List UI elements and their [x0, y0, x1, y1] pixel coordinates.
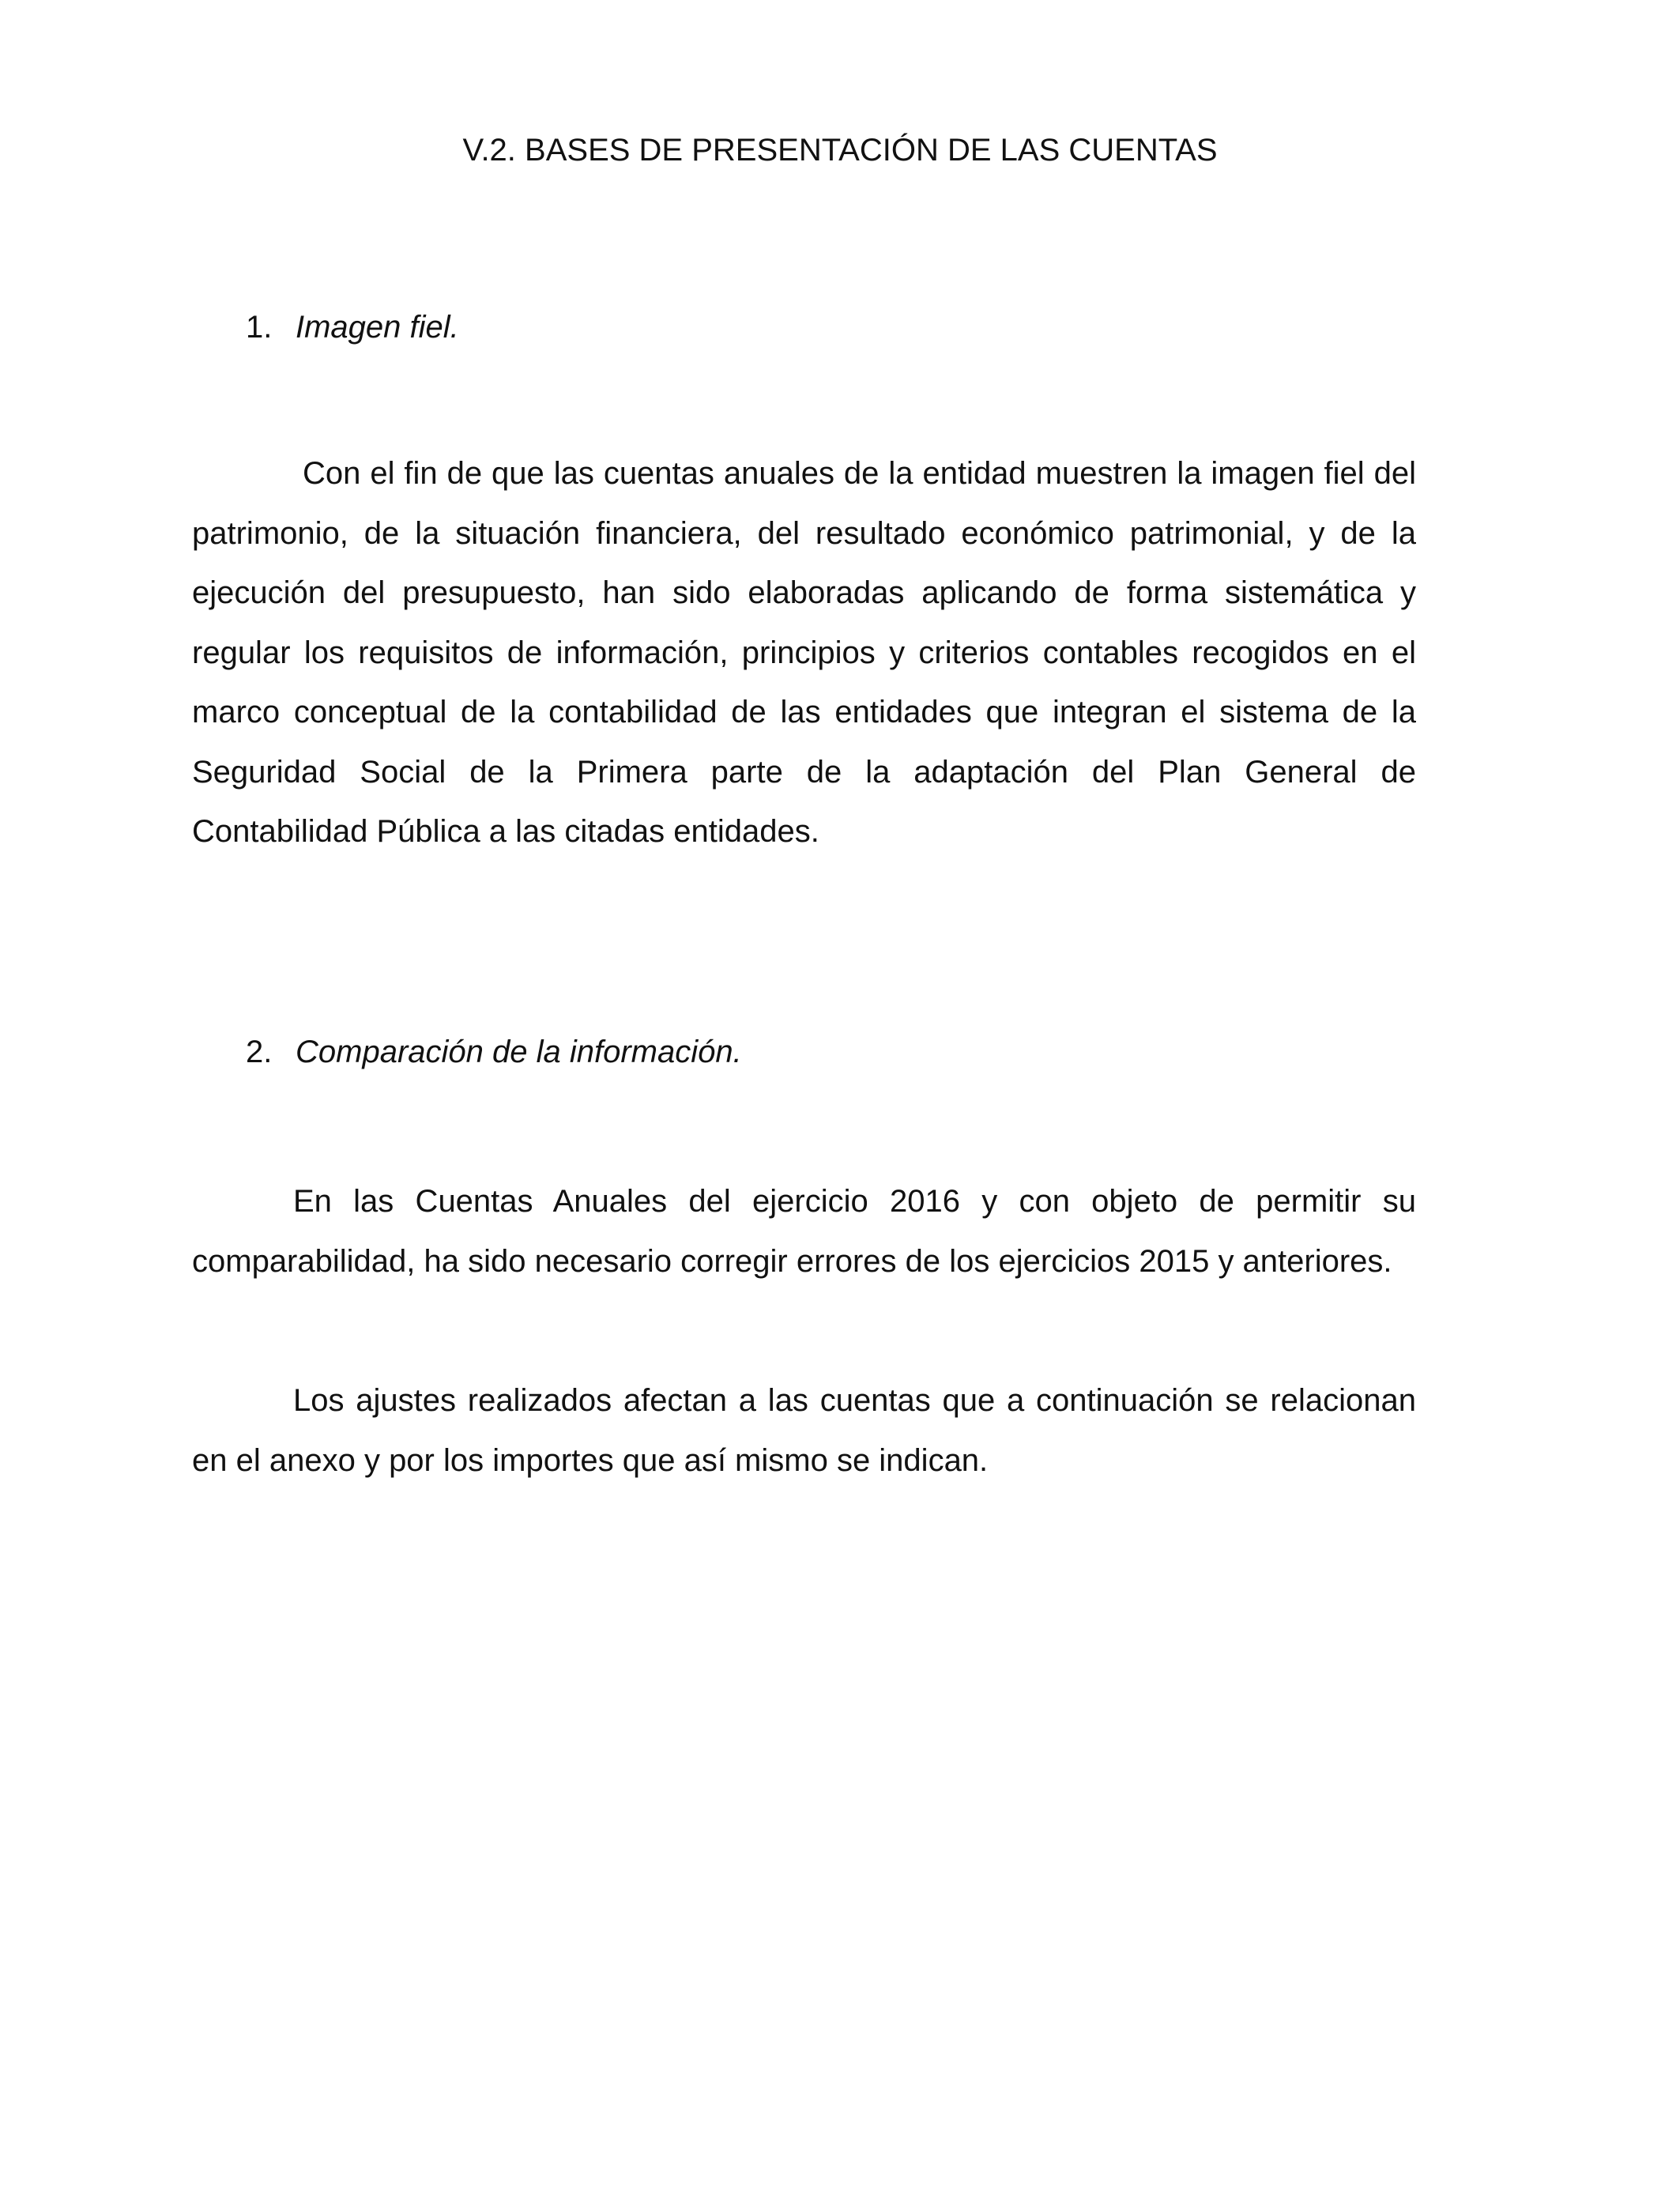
section-number: 1.: [246, 310, 273, 345]
section-number: 2.: [246, 1035, 273, 1069]
paragraph-imagen-fiel: Con el fin de que las cuentas anuales de la entidad muestren la imagen fiel del patrimonio, de la situación financiera, del resultado económico patrimonial, y de la ejecución del presupuesto, han sido elaboradas aplicando de forma sistemática y regular los requisitos de información, principios y criterios contables recogidos en el marco conceptual de la contabilidad de las entidades que integran el sistema de la Seguridad Social de la Primera parte de la adaptación del Plan General de Contabilidad Pública a las citadas entidades.: [192, 456, 1416, 849]
page-title: V.2. BASES DE PRESENTACIÓN DE LAS CUENTAS: [462, 133, 1218, 168]
section-title: Imagen fiel.: [296, 310, 459, 345]
paragraph-comparacion-1: En las Cuentas Anuales del ejercicio 2016 y con objeto de permitir su comparabilidad, ha sido necesario corregir errores de los ejercicios 2015 y anteriores.: [192, 1184, 1416, 1279]
section-title: Comparación de la información.: [296, 1035, 742, 1069]
paragraph-comparacion-2: Los ajustes realizados afectan a las cuentas que a continuación se relacionan en el anexo y por los importes que así mismo se indican.: [192, 1383, 1416, 1478]
